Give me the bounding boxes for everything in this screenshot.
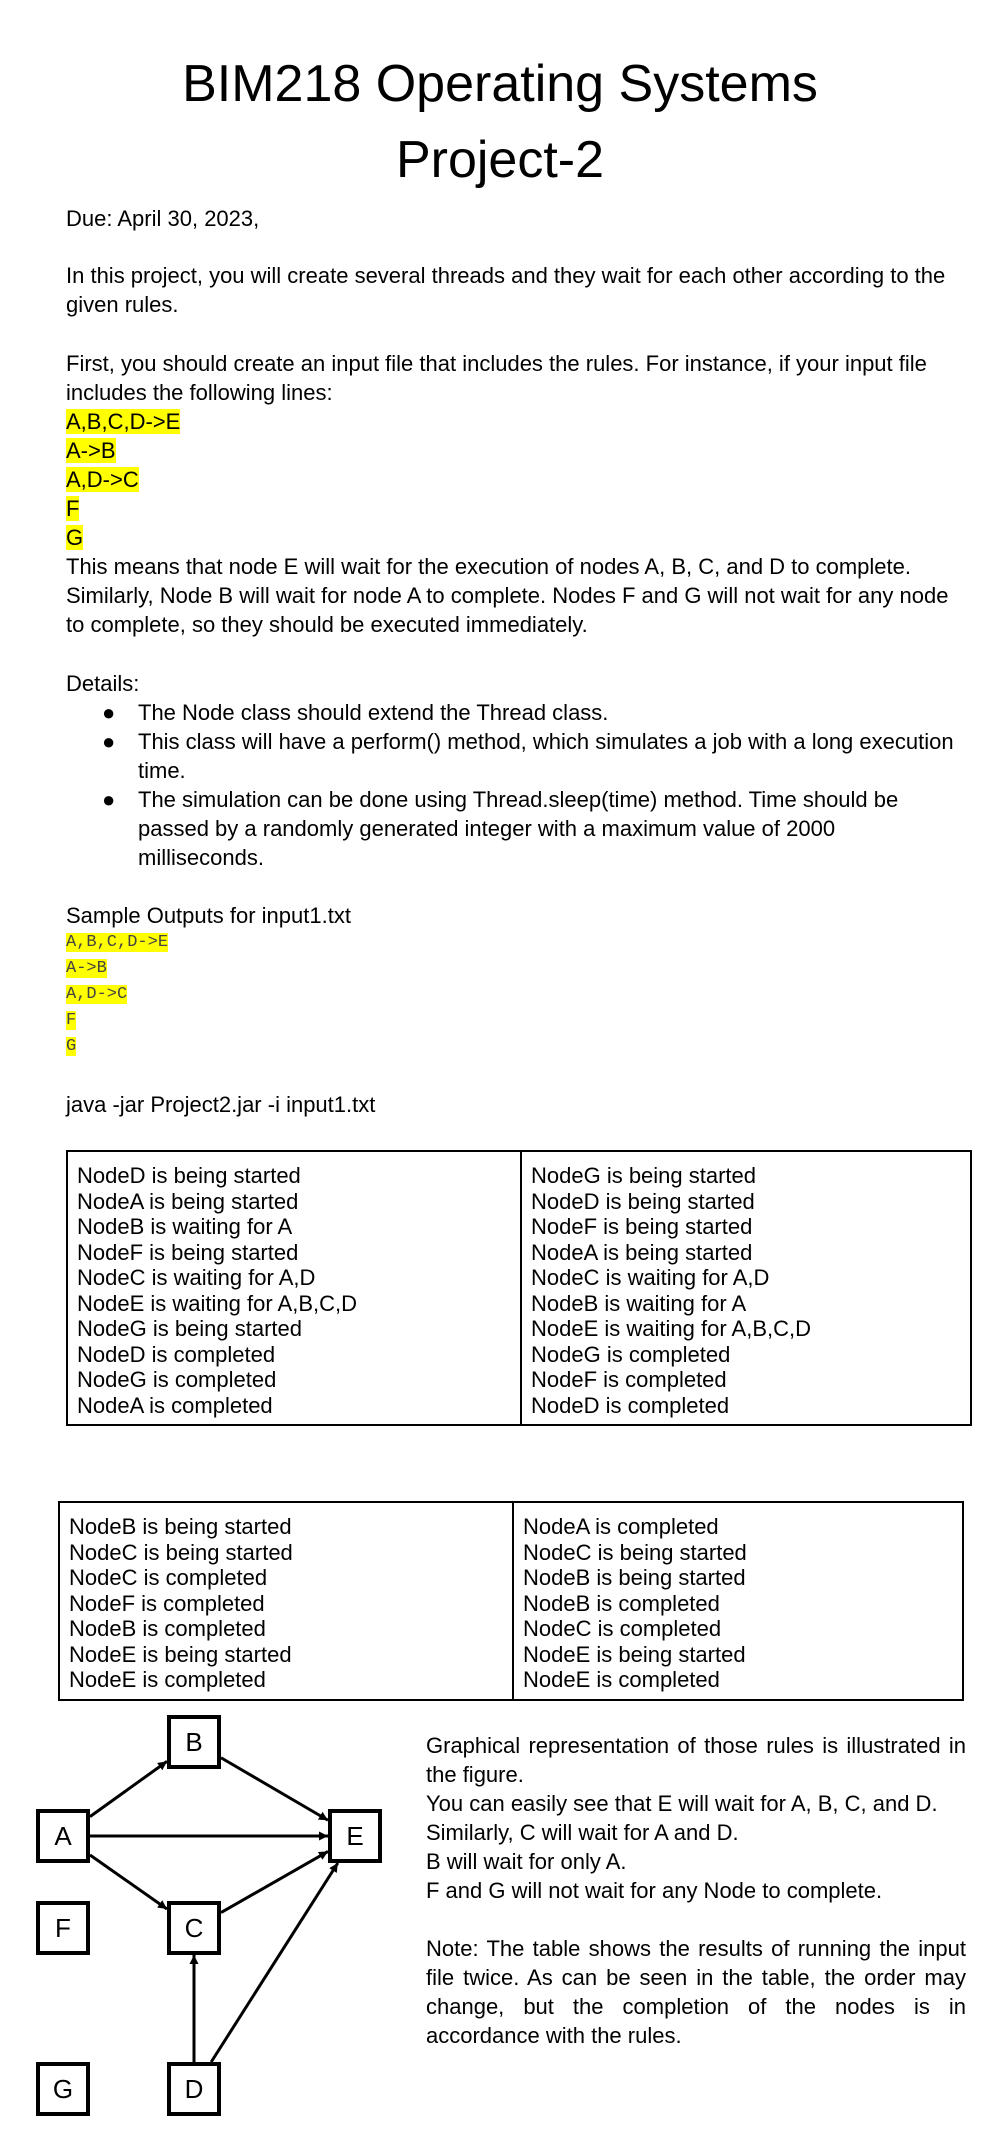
rule-line: F [66,496,80,521]
output-line: NodeD is completed [77,1341,276,1367]
detail-item: ● The Node class should extend the Thread class. [102,700,609,725]
output-line: NodeG is being started [531,1163,757,1188]
rule-line: G [66,525,84,550]
sample-rule-line: A->B [66,959,107,978]
output-line: NodeG is being started [77,1316,303,1341]
output-line: NodeE is completed [69,1667,266,1692]
due-date: Due: April 30, 2023, [66,206,260,231]
sample-rule-line: A,D->C [66,985,128,1004]
bullet-icon: ● [102,787,116,812]
title-line-2: Project-2 [395,131,605,189]
output-line: NodeF is being started [77,1239,299,1265]
meaning-paragraph: This means that node E will wait for the execution of nodes A, B, C, and D to complete. Similarly, Node B will wait for node A to complete. Nodes F and G will not wait for any node to complete, so they should be executed immediately. [66,554,949,637]
output-line: NodeD is completed [531,1392,730,1418]
output-line: NodeA is being started [531,1239,753,1265]
output-line: NodeF is completed [69,1590,265,1616]
output-line: NodeE is waiting for A,B,C,D [531,1316,812,1341]
title-line-1: BIM218 Operating Systems [182,55,818,113]
output-line: NodeE is waiting for A,B,C,D [77,1290,358,1316]
output-line: NodeB is waiting for A [531,1290,747,1316]
output-line: NodeA is being started [77,1188,299,1214]
edge-A-C [90,1855,167,1909]
output-line: NodeG is completed [531,1341,731,1367]
node-label-e: E [346,1821,364,1851]
note-paragraph: Note: The table shows the results of running the input file twice. As can be seen in the table, the order may change, but the completion of the nodes is in accordance with the rules. [426,1936,966,2048]
rule-line: A,D->C [66,467,139,492]
node-label-d: D [184,2074,204,2104]
rule-line: A,B,C,D->E [66,409,181,434]
explanation-line: Graphical representation of those rules is illustrated in the figure. [426,1733,966,1787]
explanation-line: You can easily see that E will wait for A, B, C, and D. [426,1791,938,1816]
output-line: NodeE is being started [69,1641,292,1667]
output-line: NodeA is completed [523,1514,719,1539]
output-line: NodeC is being started [523,1539,747,1565]
first-paragraph: First, you should create an input file that includes the rules. For instance, if your input file includes the following lines: [66,351,927,405]
output-line: NodeE is completed [523,1667,720,1692]
output-line: NodeC is waiting for A,D [531,1265,770,1290]
output-line: NodeE is being started [523,1641,746,1667]
sample-rule-line: G [66,1037,77,1056]
details-label: Details: [66,671,140,696]
output-line: NodeD is being started [77,1163,301,1188]
sample-outputs-label: Sample Outputs for input1.txt [66,903,351,928]
node-label-g: G [52,2074,74,2104]
command-line: java -jar Project2.jar -i input1.txt [66,1092,376,1117]
intro-paragraph: In this project, you will create several threads and they wait for each other according to the given rules. [66,263,946,317]
edge-A-B [90,1761,167,1816]
output-line: NodeB is being started [69,1514,292,1539]
bullet-icon: ● [102,729,116,754]
output-line: NodeF is completed [531,1367,727,1392]
graph-explanation [426,1731,966,2050]
bullet-icon: ● [102,700,116,725]
detail-item: ● The simulation can be done using Thread.sleep(time) method. Time should be passed by a randomly generated integer with a maximum value of 2000 milliseconds. [102,787,899,870]
output-line: NodeG is completed [77,1367,277,1392]
rule-line: A->B [66,438,116,463]
edge-B-E [221,1758,328,1820]
sample-rule-line: F [66,1011,77,1030]
output-line: NodeA is completed [77,1392,273,1418]
output-line: NodeB is being started [523,1565,746,1590]
output-line: NodeD is being started [531,1188,755,1214]
sample-rule-line: A,B,C,D->E [66,933,169,952]
explanation-line: B will wait for only A. [426,1849,627,1874]
node-label-b: B [185,1727,203,1757]
node-label-a: A [54,1821,72,1851]
output-line: NodeB is completed [523,1590,720,1616]
output-line: NodeC is being started [69,1539,293,1565]
edge-D-E [211,1863,338,2062]
explanation-line: Similarly, C will wait for A and D. [426,1820,739,1845]
node-label-f: F [55,1913,71,1943]
node-label-c: C [184,1913,204,1943]
output-line: NodeC is completed [523,1616,722,1641]
output-line: NodeF is being started [531,1214,753,1239]
detail-item: ● This class will have a perform() method, which simulates a job with a long execution time. [102,729,954,783]
output-line: NodeB is waiting for A [77,1214,293,1239]
output-line: NodeC is waiting for A,D [77,1265,316,1290]
output-line: NodeB is completed [69,1616,266,1641]
output-line: NodeC is completed [69,1565,268,1590]
explanation-line: F and G will not wait for any Node to complete. [426,1878,883,1903]
